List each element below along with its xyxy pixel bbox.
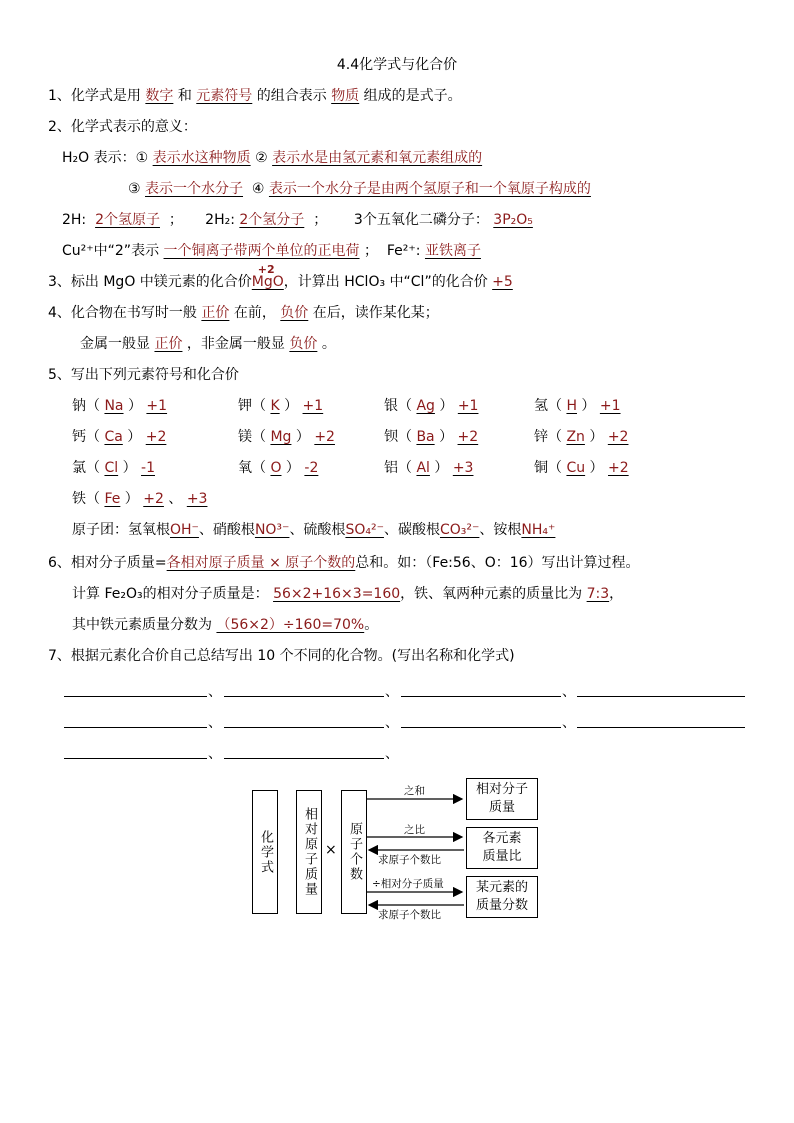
element-cell: 钡（ Ba ） +2 xyxy=(384,429,479,445)
answer-2h2: 2个氢分子 xyxy=(239,212,305,228)
element-cell: 氢（ H ） +1 xyxy=(534,398,621,414)
element-valence: +2 xyxy=(607,429,629,445)
separator: 、 xyxy=(208,684,222,700)
box-element-mass-fraction: 某元素的质量分数 xyxy=(466,876,538,918)
element-valence: +2 xyxy=(457,429,479,445)
element-name: 氢 xyxy=(534,398,548,414)
answer-fe-ion: 亚铁离子 xyxy=(424,243,481,259)
separator: 、 xyxy=(208,715,222,731)
q1-text: 1、化学式是用 xyxy=(48,88,141,104)
element-symbol: Ba xyxy=(416,429,435,445)
element-valence: +1 xyxy=(457,398,479,414)
meaning-4: 表示一个水分子是由两个氢原子和一个氧原子构成的 xyxy=(268,181,591,197)
element-valence: -2 xyxy=(304,460,319,476)
answer-2h: 2个氢原子 xyxy=(95,212,160,228)
times-sign: × xyxy=(325,842,337,858)
element-valence: +2 xyxy=(143,491,164,507)
q3-text: 3、标出 MgO 中镁元素的化合价 xyxy=(48,274,252,290)
element-symbol: Ca xyxy=(104,429,123,445)
box-element-mass-ratio: 各元素质量比 xyxy=(466,827,538,869)
q1-answer-3: 物质 xyxy=(331,88,360,104)
element-symbol: Fe xyxy=(104,491,121,507)
element-valence: +1 xyxy=(146,398,168,414)
radical-label: 、碳酸根 xyxy=(383,522,440,538)
element-name: 钡 xyxy=(384,429,398,445)
q4-answer-3: 正价 xyxy=(154,336,183,352)
element-valence: +2 xyxy=(314,429,335,445)
label-fe-ion: Fe²⁺: xyxy=(386,243,421,259)
meaning-3: 表示一个水分子 xyxy=(145,181,244,197)
label-sum: 之和 xyxy=(404,785,425,797)
label-cu-ion: Cu²⁺中“2”表示 xyxy=(62,243,160,259)
q4-text: ，非金属一般显 xyxy=(186,336,285,352)
element-name: 钙 xyxy=(72,429,86,445)
element-row-fe: 铁（ Fe ） +2 、 +3 xyxy=(72,491,208,507)
element-cell: 氯（ Cl ） -1 xyxy=(72,460,155,476)
q4-text: 。 xyxy=(321,336,336,352)
element-name: 银 xyxy=(384,398,398,414)
element-valence: +2 xyxy=(608,460,629,476)
separator: ； xyxy=(363,243,378,259)
element-name: 铝 xyxy=(384,460,398,476)
q4-text: 在前， xyxy=(233,305,276,321)
separator: 、 xyxy=(562,684,576,700)
q6-answer-2: 56×2+16×3=160 xyxy=(273,586,401,602)
q7-heading: 7、根据元素化合价自己总结写出 10 个不同的化合物。(写出名称和化学式) xyxy=(48,648,515,664)
element-name: 锌 xyxy=(534,429,548,445)
separator: 、 xyxy=(385,746,399,762)
element-valence: +3 xyxy=(186,491,208,507)
separator: 、 xyxy=(385,715,399,731)
element-valence: +1 xyxy=(302,398,324,414)
q4-text: 4、化合物在书写时一般 xyxy=(48,305,197,321)
separator: 、 xyxy=(385,684,399,700)
element-symbol: K xyxy=(270,398,280,414)
element-symbol: H xyxy=(566,398,577,414)
radical-label: 、铵根 xyxy=(479,522,522,538)
element-name: 铜 xyxy=(534,460,548,476)
q5-heading: 5、写出下列元素符号和化合价 xyxy=(48,367,239,383)
element-cell: 铜（ Cu ） +2 xyxy=(534,460,629,476)
label-p2o5: 3个五氧化二磷分子： xyxy=(353,212,489,228)
q1-text: 的组合表示 xyxy=(256,88,327,104)
label-find-atom-ratio-1: 求原子个数比 xyxy=(378,854,441,866)
element-valence: +1 xyxy=(599,398,621,414)
q4-answer-2: 负价 xyxy=(280,305,309,321)
separator: 、 xyxy=(562,715,576,731)
q3-text: ，计算出 HClO₃ 中“Cl”的化合价 xyxy=(283,274,488,290)
q6-text: 。 xyxy=(364,617,379,633)
element-name: 钠 xyxy=(72,398,86,414)
element-name: 氯 xyxy=(72,460,86,476)
element-name: 氧 xyxy=(238,460,252,476)
element-symbol: O xyxy=(270,460,282,476)
element-cell: 钙（ Ca ） +2 xyxy=(72,429,167,445)
q1-text: 组成的是式子。 xyxy=(363,88,462,104)
radical-so4: SO₄²⁻ xyxy=(345,522,384,538)
element-symbol: Cu xyxy=(566,460,586,476)
element-cell: 钠（ Na ） +1 xyxy=(72,398,168,414)
element-cell: 氧（ O ） -2 xyxy=(238,460,319,476)
element-valence: +2 xyxy=(145,429,167,445)
element-symbol: Cl xyxy=(104,460,119,476)
label-divide-molecular-mass: ÷相对分子质量 xyxy=(372,878,444,890)
separator: ； xyxy=(313,212,328,228)
q1-text: 和 xyxy=(177,88,192,104)
element-symbol: Zn xyxy=(566,429,585,445)
q6-text: 6、相对分子质量= xyxy=(48,555,167,571)
q4-answer-1: 正价 xyxy=(201,305,230,321)
label-2h2: 2H₂: xyxy=(205,212,235,228)
element-cell: 锌（ Zn ） +2 xyxy=(534,429,629,445)
box-relative-molecular-mass: 相对分子质量 xyxy=(466,778,538,820)
box-chemical-formula: 化学式 xyxy=(252,790,278,914)
q6-text: ，铁、氧两种元素的质量比为 xyxy=(400,586,583,602)
element-name: 钾 xyxy=(238,398,252,414)
element-symbol: Al xyxy=(416,460,430,476)
q1-answer-1: 数字 xyxy=(145,88,174,104)
element-cell: 银（ Ag ） +1 xyxy=(384,398,479,414)
element-symbol: Na xyxy=(104,398,124,414)
page-title: 4.4化学式与化合价 xyxy=(336,57,458,73)
radical-co3: CO₃²⁻ xyxy=(439,522,480,538)
label-2h: 2H: xyxy=(62,212,87,228)
radical-label: 、硫酸根 xyxy=(289,522,346,538)
element-valence: +3 xyxy=(452,460,474,476)
element-cell: 镁（ Mg ） +2 xyxy=(238,429,335,445)
radical-nh4: NH₄⁺ xyxy=(521,522,556,538)
oxidation-mark: +2 xyxy=(257,263,275,276)
q1-answer-2: 元素符号 xyxy=(196,88,253,104)
q2-heading: 2、化学式表示的意义： xyxy=(48,119,197,135)
element-valence: -1 xyxy=(141,460,155,476)
answer-p2o5: 3P₂O₅ xyxy=(493,212,533,228)
radical-no3: NO³⁻ xyxy=(254,522,290,538)
q6-answer-4: （56×2）÷160=70% xyxy=(216,617,365,633)
element-name: 铁 xyxy=(72,491,86,507)
element-symbol: Mg xyxy=(270,429,292,445)
radical-oh: OH⁻ xyxy=(170,522,199,538)
separator: ； xyxy=(168,212,183,228)
circle-2: ② xyxy=(255,150,268,166)
q6-text: ， xyxy=(609,586,624,602)
element-cell: 铝（ Al ） +3 xyxy=(384,460,474,476)
radical-label: 原子团：氢氧根 xyxy=(72,522,170,538)
box-relative-atomic-mass: 相对原子质量 xyxy=(296,790,322,914)
q3-answer-mgo: MgO xyxy=(251,274,284,290)
q6-text: 计算 Fe₂O₃的相对分子质量是： xyxy=(72,586,269,602)
q4-text: 金属一般显 xyxy=(80,336,150,352)
q6-text: 其中铁元素质量分数为 xyxy=(72,617,212,633)
circle-4: ④ xyxy=(251,181,265,197)
label-find-atom-ratio-2: 求原子个数比 xyxy=(378,909,441,921)
meaning-1: 表示水这种物质 xyxy=(152,150,251,166)
element-cell: 钾（ K ） +1 xyxy=(238,398,324,414)
element-symbol: Ag xyxy=(416,398,435,414)
q3-answer-cl: +5 xyxy=(492,274,513,290)
q4-answer-4: 负价 xyxy=(289,336,318,352)
element-name: 镁 xyxy=(238,429,252,445)
answer-cu-ion: 一个铜离子带两个单位的正电荷 xyxy=(163,243,360,259)
circle-3: ③ xyxy=(128,181,141,197)
h2o-label: H₂O 表示：① xyxy=(62,150,149,166)
separator: 、 xyxy=(168,491,183,507)
meaning-2: 表示水是由氢元素和氧元素组成的 xyxy=(272,150,483,166)
q6-answer-3: 7:3 xyxy=(586,586,610,602)
radical-label: 、硝酸根 xyxy=(198,522,255,538)
q6-answer-1: 各相对原子质量 × 原子个数的 xyxy=(166,555,356,571)
separator: 、 xyxy=(208,746,222,762)
box-atom-count: 原子个数 xyxy=(341,790,367,914)
q6-text: 总和。如：（Fe:56、O：16）写出计算过程。 xyxy=(355,555,640,571)
q4-text: 在后，读作某化某； xyxy=(312,305,439,321)
label-ratio: 之比 xyxy=(404,824,425,836)
